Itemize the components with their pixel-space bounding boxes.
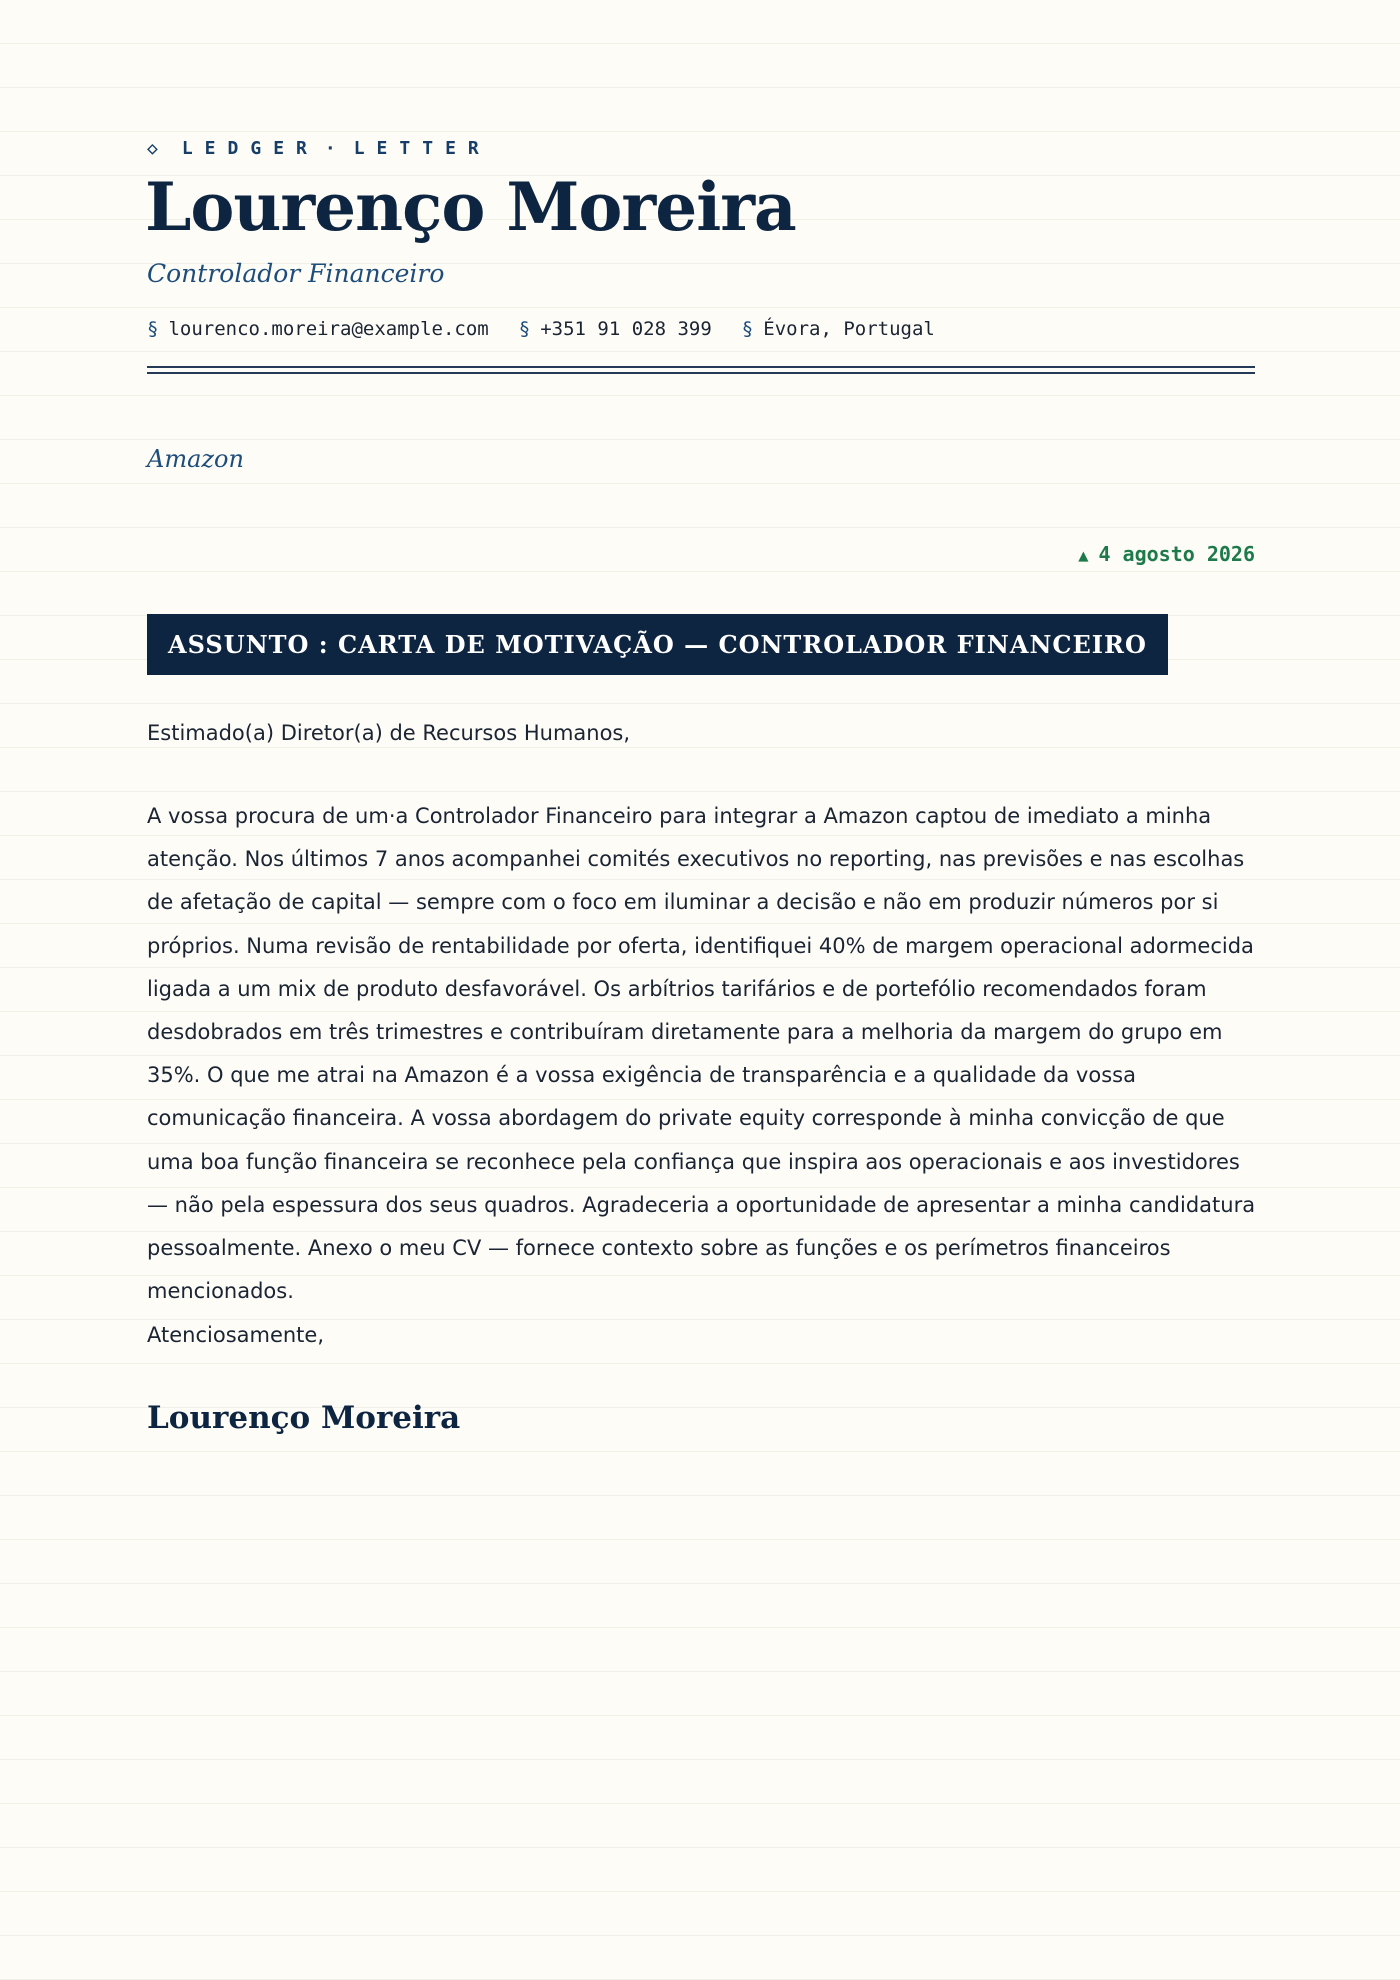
- kicker-separator: ·: [324, 138, 348, 159]
- kicker-right: LETTER: [353, 138, 491, 159]
- sender-role: Controlador Financeiro: [147, 259, 445, 288]
- salutation: Estimado(a) Diretor(a) de Recursos Humanos,: [147, 721, 631, 745]
- closing: Atenciosamente,: [147, 1323, 325, 1347]
- kicker-left: LEDGER: [181, 138, 319, 159]
- header-double-rule: [147, 366, 1255, 374]
- contact-line: [147, 318, 965, 340]
- letter-body: A vossa procura de um·a Controlador Financeiro para integrar a Amazon captou de imediato a minha atenção. Nos últimos 7 anos acompanhei comités executivos no reporting, nas previsões e nas escolhas de afetação de capital — sempre com o foco em iluminar a decisão e não em produzir números por si próprios. Numa revisão de rentabilidade por oferta, identifiquei 40% de margem operacional adormecida ligada a um mix de produto desfavorável. Os arbítrios tarifários e de portefólio recomendados foram desdobrados em três trimestres e contribuíram diretamente para a melhoria da margem do grupo em 35%. O que me atrai na Amazon é a vossa exigência de transparência e a qualidade da vossa comunicação financeira. A vossa abordagem do private equity corresponde à minha convicção de que uma boa função financeira se reconhece pela confiança que inspira aos operacionais e aos investidores — não pela espessura dos seus quadros. Agradeceria a oportunidade de apresentar a minha candidatura pessoalmente. Anexo o meu CV — fornece contexto sobre as funções e os perímetros financeiros mencionados.: [147, 804, 1256, 1304]
- letter-date: [1078, 542, 1255, 566]
- section-sign-icon: §: [518, 318, 531, 340]
- phone-text: +351 91 028 399: [540, 318, 712, 340]
- contact-location: [742, 318, 935, 340]
- letter-kicker: [147, 138, 491, 159]
- location-text: Évora, Portugal: [763, 318, 935, 340]
- date-text: 4 agosto 2026: [1098, 542, 1255, 566]
- section-sign-icon: §: [147, 318, 159, 340]
- email-text: lourenco.moreira@example.com: [168, 318, 489, 340]
- contact-email[interactable]: [147, 318, 489, 340]
- section-sign-icon: §: [741, 318, 754, 340]
- triangle-up-icon: ▲: [1078, 546, 1089, 566]
- sender-name: Lourenço Moreira: [145, 168, 796, 246]
- recipient-company: Amazon: [147, 445, 244, 473]
- signature-name: Lourenço Moreira: [147, 1400, 461, 1436]
- contact-phone[interactable]: [519, 318, 712, 340]
- subject-banner: ASSUNTO : CARTA DE MOTIVAÇÃO — CONTROLADOR FINANCEIRO: [147, 614, 1168, 675]
- diamond-icon: ◇: [147, 138, 158, 159]
